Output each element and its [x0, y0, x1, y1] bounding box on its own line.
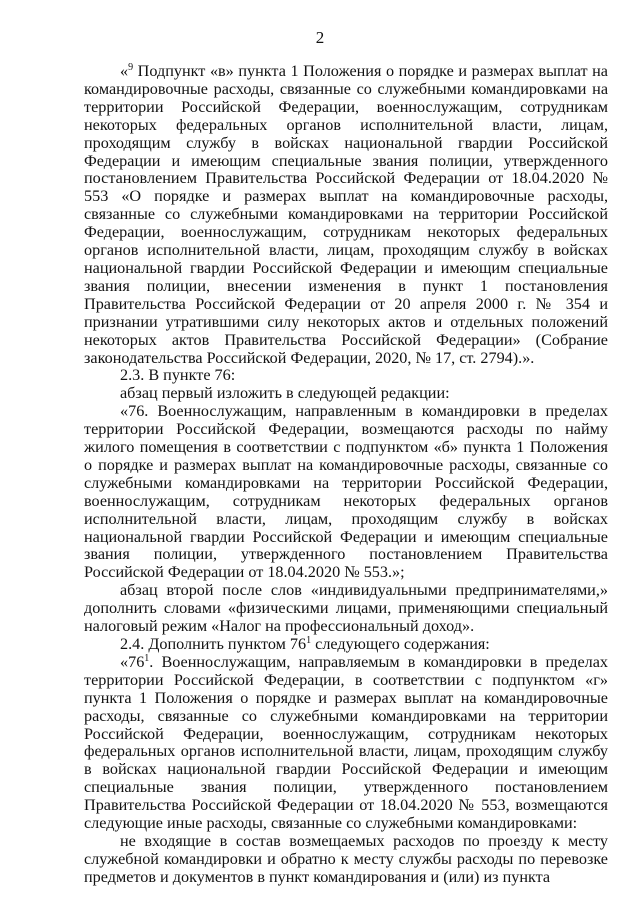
paragraph-prefix: 2.4. Дополнить пунктом 76 [120, 635, 307, 653]
paragraph-text: Подпункт «в» пункта 1 Положения о порядке и размерах выплат на командировочные расходы, связанные со служебными командировками на территории Российской Федерации, военнослужащим, сотрудникам некоторых федеральных органов исполнительной власти, лицам, проходящим службу в войсках национальной гвардии Российской Федерации и имеющим специальные звания полиции, утвержденного постановлением Правительства Российской Федерации от 18.04.2020 № 553 «О порядке и размерах выплат на командировочные расходы, связанные со служебными командировками на территории Российской Федерации, военнослужащим, сотрудникам некоторых федеральных органов исполнительной власти, лицам, проходящим службу в войсках национальной гвардии Российской Федерации и имеющим специальные звания полиции, внесении изменения в пункт 1 постановления Правительства Российской Федерации от 20 апреля 2000 г. № 354 и признании утратившими силу некоторых актов и отдельных положений некоторых актов Правительства Российской Федерации» (Собрание законодательства Российской Федерации, 2020, № 17, ст. 2794).». [84, 62, 608, 367]
paragraph-text: не входящие в состав возмещаемых расходов по проезду к месту служебной командировки и обратно к месту службы расходы по перевозке предметов и документов в пункт командирования и (или) из пункта [84, 831, 608, 886]
paragraph-first-abzac [84, 385, 608, 403]
paragraph-2-3-heading [84, 367, 608, 385]
page-number: 2 [315, 28, 325, 47]
paragraph-text: абзац второй после слов «индивидуальными предпринимателями,» дополнить словами «физическими лицами, применяющими специальный налоговый режим «Налог на профессиональный доход». [84, 581, 608, 636]
superscript-marker: 1 [144, 652, 150, 664]
paragraph-text: следующего содержания: [311, 635, 490, 653]
paragraph-footnote-9 [84, 63, 608, 367]
paragraph-transport-expenses [84, 833, 608, 887]
footnote-marker: 9 [128, 62, 134, 73]
paragraph-point-76 [84, 403, 608, 582]
paragraph-text: «76. Военнослужащим, направленным в командировки в пределах территории Российской Федерации, возмещаются расходы по найму жилого помещения в соответствии с подпунктом «б» пункта 1 Положения о порядке и размерах выплат на командировочные расходы, связанные со служебными командировками на территории Российской Федерации, военнослужащим, сотрудникам некоторых федеральных органов исполнительной власти, лицам, проходящим службу в войсках национальной гвардии Российской Федерации и имеющим специальные звания полиции, утвержденного постановлением Правительства Российской Федерации от 18.04.2020 № 553.»; [84, 402, 608, 582]
document-body [84, 63, 608, 887]
paragraph-2-4-heading [84, 636, 608, 654]
superscript-marker: 1 [306, 635, 312, 646]
paragraph-prefix: «76 [120, 652, 145, 671]
paragraph-text: 2.3. В пункте 76: [120, 366, 236, 385]
paragraph-text: абзац первый изложить в следующей редакции: [120, 384, 450, 403]
paragraph-text: . Военнослужащим, направляемым в командировки в пределах территории Российской Федерации, в соответствии с подпунктом «г» пункта 1 Положения о порядке и размерах выплат на командировочные расходы, связанные со служебными командировками на территории Российской Федерации, военнослужащим, сотрудникам некоторых федеральных органов исполнительной власти, лицам, проходящим службу в войсках национальной гвардии Российской Федерации и имеющим специальные звания полиции, утвержденного постановлением Правительства Российской Федерации от 18.04.2020 № 553, возмещаются следующие иные расходы, связанные со служебными командировками: [84, 652, 608, 833]
paragraph-prefix: « [120, 62, 129, 80]
paragraph-second-abzac [84, 582, 608, 636]
paragraph-point-76-1 [84, 654, 608, 833]
